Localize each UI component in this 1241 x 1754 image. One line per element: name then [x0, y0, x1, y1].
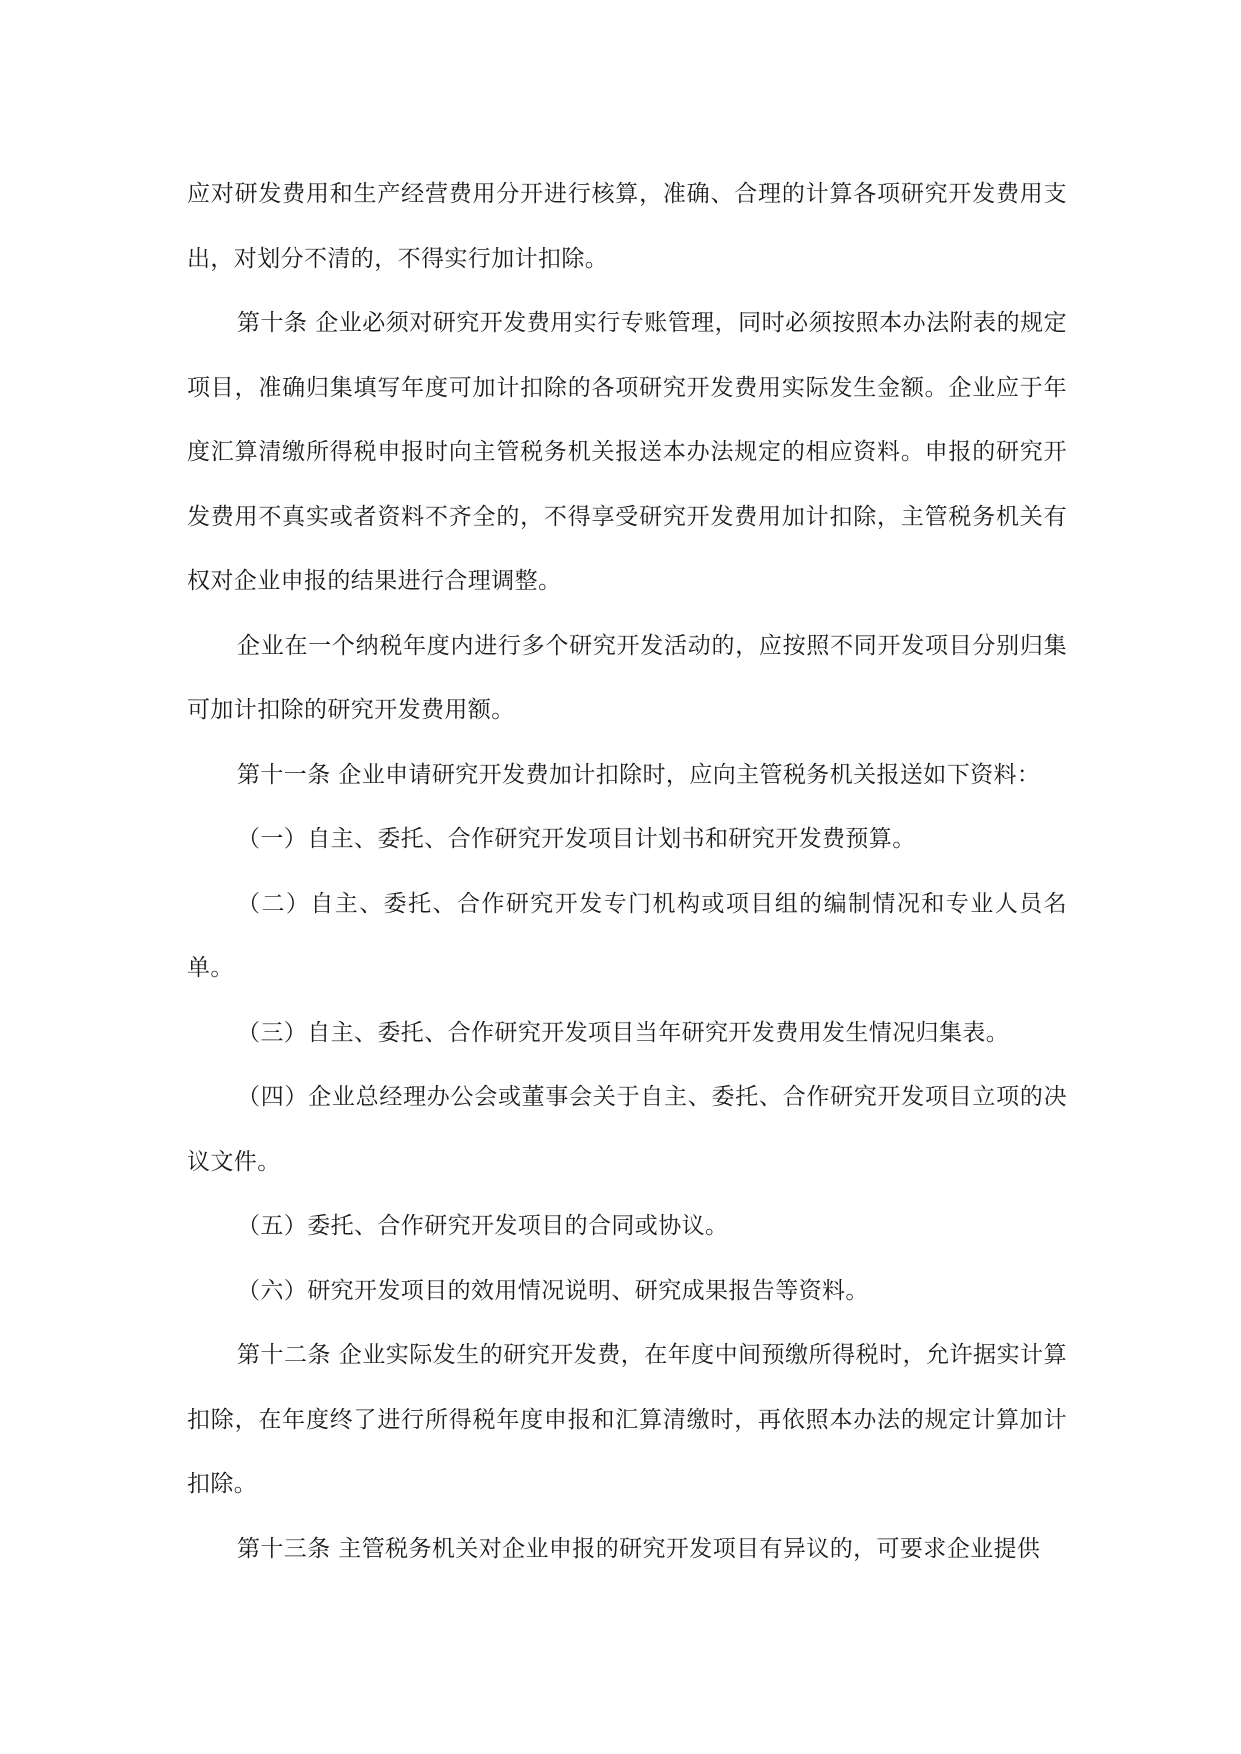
list-item-2: （二）自主、委托、合作研究开发专门机构或项目组的编制情况和专业人员名单。 [187, 890, 1067, 981]
document-body [187, 162, 1067, 1581]
list-item-1: （一）自主、委托、合作研究开发项目计划书和研究开发费预算。 [237, 826, 916, 852]
list-item-3: （三）自主、委托、合作研究开发项目当年研究开发费用发生情况归集表。 [237, 1019, 1010, 1046]
paragraph-article-13: 第十三条 主管税务机关对企业申报的研究开发项目有异议的，可要求企业提供 [237, 1535, 1041, 1562]
list-item-6: （六）研究开发项目的效用情况说明、研究成果报告等资料。 [237, 1277, 869, 1304]
list-item-4: （四）企业总经理办公会或董事会关于自主、委托、合作研究开发项目立项的决议文件。 [187, 1084, 1067, 1175]
paragraph-article-12: 第十二条 企业实际发生的研究开发费，在年度中间预缴所得税时，允许据实计算扣除，在年度终了进行所得税年度申报和汇算清缴时，再依照本办法的规定计算加计扣除。 [187, 1342, 1067, 1497]
paragraph-continuation: 应对研发费用和生产经营费用分开进行核算，准确、合理的计算各项研究开发费用支出，对划分不清的，不得实行加计扣除。 [187, 181, 1067, 272]
list-item-5: （五）委托、合作研究开发项目的合同或协议。 [237, 1213, 729, 1239]
paragraph-article-11: 第十一条 企业申请研究开发费加计扣除时，应向主管税务机关报送如下资料： [237, 761, 1041, 788]
paragraph-article-10: 第十条 企业必须对研究开发费用实行专账管理，同时必须按照本办法附表的规定项目，准确归集填写年度可加计扣除的各项研究开发费用实际发生金额。企业应于年度汇算清缴所得税申报时向主管税务机关报送本办法规定的相应资料。申报的研究开发费用不真实或者资料不齐全的，不得享受研究开发费用加计扣除，主管税务机关有权对企业申报的结果进行合理调整。 [187, 310, 1067, 594]
paragraph-multiple-projects: 企业在一个纳税年度内进行多个研究开发活动的，应按照不同开发项目分别归集可加计扣除的研究开发费用额。 [187, 632, 1067, 723]
